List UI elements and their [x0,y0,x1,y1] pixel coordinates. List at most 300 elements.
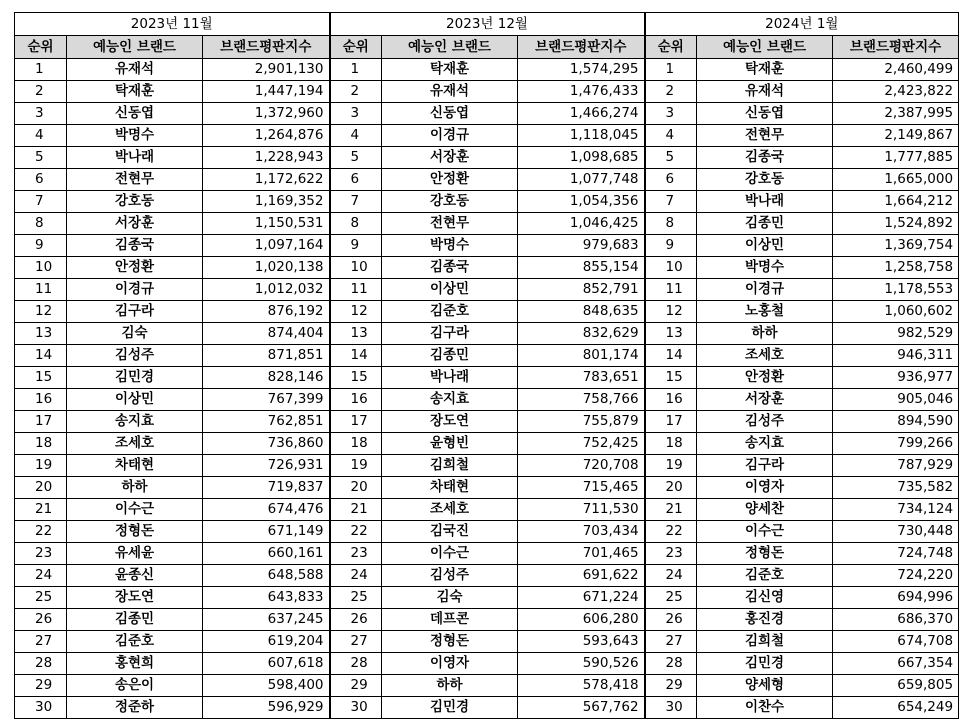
score-cell: 1,524,892 [833,213,959,235]
rank-cell: 13 [645,323,697,345]
brand-name-cell: 이상민 [697,235,833,257]
score-cell: 767,399 [203,389,330,411]
score-cell: 590,526 [518,653,645,675]
rank-cell: 11 [330,279,382,301]
brand-name-cell: 탁재훈 [697,59,833,81]
score-header: 브랜드평판지수 [833,36,959,59]
score-cell: 1,098,685 [518,147,645,169]
rank-cell: 17 [645,411,697,433]
rank-cell: 29 [330,675,382,697]
rank-cell: 10 [330,257,382,279]
rank-header: 순위 [645,36,697,59]
score-cell: 734,124 [833,499,959,521]
rank-cell: 12 [645,301,697,323]
brand-name-cell: 김민경 [697,653,833,675]
brand-name-cell: 전현무 [67,169,203,191]
rank-cell: 26 [645,609,697,631]
score-cell: 2,460,499 [833,59,959,81]
brand-name-cell: 양세형 [697,675,833,697]
rank-cell: 1 [645,59,697,81]
brand-name-cell: 박명수 [67,125,203,147]
brand-name-cell: 강호동 [697,169,833,191]
brand-name-cell: 김준호 [697,565,833,587]
score-cell: 674,708 [833,631,959,653]
score-cell: 787,929 [833,455,959,477]
month-header-row [15,13,959,36]
score-cell: 726,931 [203,455,330,477]
brand-header: 예능인 브랜드 [697,36,833,59]
score-cell: 2,423,822 [833,81,959,103]
score-cell: 762,851 [203,411,330,433]
brand-name-cell: 탁재훈 [382,59,518,81]
rank-header: 순위 [15,36,67,59]
rank-cell: 4 [15,125,67,147]
brand-name-cell: 김구라 [67,301,203,323]
rank-cell: 22 [645,521,697,543]
brand-name-cell: 이상민 [67,389,203,411]
score-header: 브랜드평판지수 [203,36,330,59]
brand-name-cell: 박명수 [697,257,833,279]
score-cell: 659,805 [833,675,959,697]
brand-name-cell: 이수근 [67,499,203,521]
table-row [15,675,959,697]
score-cell: 755,879 [518,411,645,433]
score-cell: 1,258,758 [833,257,959,279]
score-cell: 596,929 [203,697,330,719]
rank-cell: 23 [15,543,67,565]
score-cell: 1,054,356 [518,191,645,213]
score-cell: 801,174 [518,345,645,367]
rank-cell: 8 [15,213,67,235]
brand-name-cell: 김국진 [382,521,518,543]
score-cell: 894,590 [833,411,959,433]
score-cell: 691,622 [518,565,645,587]
rank-cell: 26 [330,609,382,631]
rank-cell: 27 [645,631,697,653]
score-cell: 606,280 [518,609,645,631]
rank-cell: 26 [15,609,67,631]
rank-cell: 13 [15,323,67,345]
brand-header: 예능인 브랜드 [382,36,518,59]
score-cell: 848,635 [518,301,645,323]
rank-cell: 16 [15,389,67,411]
brand-name-cell: 이찬수 [697,697,833,719]
rank-cell: 8 [330,213,382,235]
rank-cell: 19 [645,455,697,477]
rank-cell: 9 [15,235,67,257]
brand-name-cell: 윤종신 [67,565,203,587]
table-row [15,609,959,631]
brand-name-cell: 신동엽 [382,103,518,125]
rank-cell: 21 [330,499,382,521]
rank-cell: 15 [330,367,382,389]
rank-cell: 7 [15,191,67,213]
table-row [15,301,959,323]
table-row [15,213,959,235]
brand-name-cell: 이수근 [382,543,518,565]
score-cell: 1,264,876 [203,125,330,147]
brand-name-cell: 박나래 [67,147,203,169]
score-cell: 671,224 [518,587,645,609]
score-cell: 593,643 [518,631,645,653]
score-cell: 674,476 [203,499,330,521]
score-cell: 852,791 [518,279,645,301]
rank-cell: 5 [645,147,697,169]
brand-name-cell: 양세찬 [697,499,833,521]
brand-name-cell: 김종국 [67,235,203,257]
score-cell: 1,372,960 [203,103,330,125]
rank-cell: 12 [330,301,382,323]
rank-cell: 14 [330,345,382,367]
score-cell: 1,020,138 [203,257,330,279]
brand-name-cell: 신동엽 [67,103,203,125]
brand-name-cell: 조세호 [67,433,203,455]
score-cell: 607,618 [203,653,330,675]
table-row [15,103,959,125]
table-row [15,169,959,191]
table-row [15,521,959,543]
rank-cell: 8 [645,213,697,235]
brand-name-cell: 이영자 [697,477,833,499]
brand-name-cell: 신동엽 [697,103,833,125]
rank-cell: 14 [645,345,697,367]
brand-name-cell: 김종민 [697,213,833,235]
rank-cell: 16 [330,389,382,411]
rank-cell: 20 [645,477,697,499]
brand-name-cell: 유재석 [382,81,518,103]
rank-cell: 15 [645,367,697,389]
table-row [15,477,959,499]
month-title: 2023년 11월 [15,13,330,36]
table-row [15,587,959,609]
rank-cell: 30 [330,697,382,719]
rank-cell: 28 [645,653,697,675]
brand-name-cell: 차태현 [67,455,203,477]
table-row [15,631,959,653]
score-cell: 667,354 [833,653,959,675]
score-cell: 2,149,867 [833,125,959,147]
rank-cell: 5 [330,147,382,169]
score-cell: 736,860 [203,433,330,455]
score-cell: 874,404 [203,323,330,345]
score-cell: 598,400 [203,675,330,697]
brand-name-cell: 김성주 [382,565,518,587]
score-cell: 703,434 [518,521,645,543]
brand-name-cell: 유재석 [697,81,833,103]
rank-cell: 25 [15,587,67,609]
table-row [15,235,959,257]
score-cell: 715,465 [518,477,645,499]
brand-name-cell: 김구라 [697,455,833,477]
brand-name-cell: 서장훈 [697,389,833,411]
rank-cell: 24 [15,565,67,587]
brand-name-cell: 송지효 [382,389,518,411]
score-cell: 1,169,352 [203,191,330,213]
brand-name-cell: 김희철 [697,631,833,653]
table-row [15,191,959,213]
brand-reputation-table [14,12,959,719]
brand-name-cell: 강호동 [67,191,203,213]
rank-cell: 21 [15,499,67,521]
score-cell: 1,574,295 [518,59,645,81]
score-cell: 1,097,164 [203,235,330,257]
score-cell: 876,192 [203,301,330,323]
table-row [15,565,959,587]
brand-name-cell: 이경규 [382,125,518,147]
score-cell: 671,149 [203,521,330,543]
score-cell: 735,582 [833,477,959,499]
score-cell: 694,996 [833,587,959,609]
brand-name-cell: 이영자 [382,653,518,675]
brand-name-cell: 박나래 [697,191,833,213]
table-row [15,499,959,521]
score-cell: 2,387,995 [833,103,959,125]
score-cell: 752,425 [518,433,645,455]
table-row [15,653,959,675]
score-cell: 567,762 [518,697,645,719]
rank-cell: 23 [645,543,697,565]
score-cell: 701,465 [518,543,645,565]
table-row [15,697,959,719]
score-cell: 686,370 [833,609,959,631]
score-cell: 711,530 [518,499,645,521]
brand-name-cell: 서장훈 [67,213,203,235]
month-title: 2023년 12월 [330,13,645,36]
score-cell: 758,766 [518,389,645,411]
rank-cell: 13 [330,323,382,345]
brand-name-cell: 송은이 [67,675,203,697]
brand-name-cell: 김성주 [697,411,833,433]
table-row [15,455,959,477]
score-cell: 1,178,553 [833,279,959,301]
brand-name-cell: 하하 [697,323,833,345]
rank-cell: 16 [645,389,697,411]
brand-name-cell: 조세호 [697,345,833,367]
rank-cell: 4 [645,125,697,147]
score-cell: 982,529 [833,323,959,345]
rank-cell: 10 [645,257,697,279]
rank-cell: 24 [645,565,697,587]
score-cell: 578,418 [518,675,645,697]
brand-name-cell: 김신영 [697,587,833,609]
rank-cell: 22 [15,521,67,543]
score-cell: 1,447,194 [203,81,330,103]
table-row [15,59,959,81]
brand-name-cell: 박나래 [382,367,518,389]
score-cell: 855,154 [518,257,645,279]
rank-cell: 2 [330,81,382,103]
table-row [15,257,959,279]
score-cell: 1,046,425 [518,213,645,235]
score-cell: 1,664,212 [833,191,959,213]
brand-name-cell: 김숙 [67,323,203,345]
brand-name-cell: 안정환 [697,367,833,389]
brand-name-cell: 차태현 [382,477,518,499]
brand-name-cell: 이수근 [697,521,833,543]
score-cell: 1,118,045 [518,125,645,147]
rank-cell: 23 [330,543,382,565]
rank-cell: 1 [15,59,67,81]
brand-name-cell: 홍진경 [697,609,833,631]
score-cell: 2,901,130 [203,59,330,81]
brand-name-cell: 정준하 [67,697,203,719]
month-title: 2024년 1월 [645,13,959,36]
brand-name-cell: 장도연 [382,411,518,433]
score-cell: 1,466,274 [518,103,645,125]
brand-name-cell: 안정환 [382,169,518,191]
brand-name-cell: 장도연 [67,587,203,609]
rank-cell: 28 [15,653,67,675]
rank-cell: 6 [645,169,697,191]
score-cell: 724,220 [833,565,959,587]
brand-name-cell: 김숙 [382,587,518,609]
rank-cell: 11 [15,279,67,301]
brand-name-cell: 송지효 [67,411,203,433]
brand-name-cell: 박명수 [382,235,518,257]
table-row [15,411,959,433]
rank-cell: 21 [645,499,697,521]
rank-cell: 14 [15,345,67,367]
rank-cell: 30 [645,697,697,719]
score-cell: 871,851 [203,345,330,367]
rank-cell: 15 [15,367,67,389]
score-cell: 1,077,748 [518,169,645,191]
brand-name-cell: 조세호 [382,499,518,521]
score-cell: 619,204 [203,631,330,653]
score-cell: 828,146 [203,367,330,389]
rank-cell: 30 [15,697,67,719]
score-cell: 719,837 [203,477,330,499]
rank-cell: 25 [330,587,382,609]
rank-cell: 18 [645,433,697,455]
table-row [15,433,959,455]
table-row [15,345,959,367]
brand-name-cell: 탁재훈 [67,81,203,103]
brand-name-cell: 이상민 [382,279,518,301]
brand-header: 예능인 브랜드 [67,36,203,59]
score-cell: 720,708 [518,455,645,477]
rank-cell: 27 [330,631,382,653]
score-cell: 1,369,754 [833,235,959,257]
rank-cell: 5 [15,147,67,169]
score-cell: 936,977 [833,367,959,389]
rank-cell: 10 [15,257,67,279]
table-row [15,147,959,169]
score-cell: 1,012,032 [203,279,330,301]
brand-name-cell: 김종민 [382,345,518,367]
rank-cell: 28 [330,653,382,675]
score-cell: 648,588 [203,565,330,587]
rank-cell: 20 [330,477,382,499]
rank-cell: 25 [645,587,697,609]
brand-name-cell: 김준호 [382,301,518,323]
brand-name-cell: 전현무 [697,125,833,147]
column-header-row [15,36,959,59]
rank-cell: 18 [15,433,67,455]
brand-name-cell: 정형돈 [67,521,203,543]
brand-name-cell: 정형돈 [382,631,518,653]
brand-name-cell: 김종민 [67,609,203,631]
score-cell: 1,476,433 [518,81,645,103]
rank-cell: 9 [330,235,382,257]
brand-name-cell: 김희철 [382,455,518,477]
rank-cell: 3 [645,103,697,125]
rank-cell: 6 [330,169,382,191]
brand-name-cell: 김성주 [67,345,203,367]
rank-header: 순위 [330,36,382,59]
brand-name-cell: 유재석 [67,59,203,81]
table-row [15,389,959,411]
score-cell: 643,833 [203,587,330,609]
table-row [15,125,959,147]
rank-cell: 17 [330,411,382,433]
brand-name-cell: 윤형빈 [382,433,518,455]
rank-cell: 17 [15,411,67,433]
brand-name-cell: 유세윤 [67,543,203,565]
score-cell: 905,046 [833,389,959,411]
brand-name-cell: 데프콘 [382,609,518,631]
brand-name-cell: 이경규 [697,279,833,301]
rank-cell: 27 [15,631,67,653]
score-cell: 654,249 [833,697,959,719]
rank-cell: 2 [645,81,697,103]
score-cell: 799,266 [833,433,959,455]
ranking-table-container [14,12,958,719]
rank-cell: 22 [330,521,382,543]
rank-cell: 1 [330,59,382,81]
brand-name-cell: 서장훈 [382,147,518,169]
brand-name-cell: 김종국 [382,257,518,279]
rank-cell: 11 [645,279,697,301]
rank-cell: 19 [15,455,67,477]
brand-name-cell: 홍현희 [67,653,203,675]
rank-cell: 12 [15,301,67,323]
brand-name-cell: 노홍철 [697,301,833,323]
brand-name-cell: 안정환 [67,257,203,279]
brand-name-cell: 김구라 [382,323,518,345]
score-cell: 832,629 [518,323,645,345]
brand-name-cell: 하하 [67,477,203,499]
rank-cell: 9 [645,235,697,257]
score-cell: 979,683 [518,235,645,257]
brand-name-cell: 김민경 [382,697,518,719]
brand-name-cell: 하하 [382,675,518,697]
table-row [15,367,959,389]
brand-name-cell: 정형돈 [697,543,833,565]
rank-cell: 29 [645,675,697,697]
brand-name-cell: 김종국 [697,147,833,169]
rank-cell: 24 [330,565,382,587]
rank-cell: 6 [15,169,67,191]
score-cell: 1,228,943 [203,147,330,169]
brand-name-cell: 김준호 [67,631,203,653]
score-cell: 1,777,885 [833,147,959,169]
score-cell: 1,665,000 [833,169,959,191]
score-cell: 724,748 [833,543,959,565]
score-cell: 1,172,622 [203,169,330,191]
rank-cell: 3 [330,103,382,125]
brand-name-cell: 전현무 [382,213,518,235]
score-cell: 1,150,531 [203,213,330,235]
rank-cell: 3 [15,103,67,125]
rank-cell: 18 [330,433,382,455]
score-cell: 1,060,602 [833,301,959,323]
rank-cell: 29 [15,675,67,697]
table-body [15,59,959,719]
brand-name-cell: 송지효 [697,433,833,455]
table-row [15,81,959,103]
score-cell: 730,448 [833,521,959,543]
